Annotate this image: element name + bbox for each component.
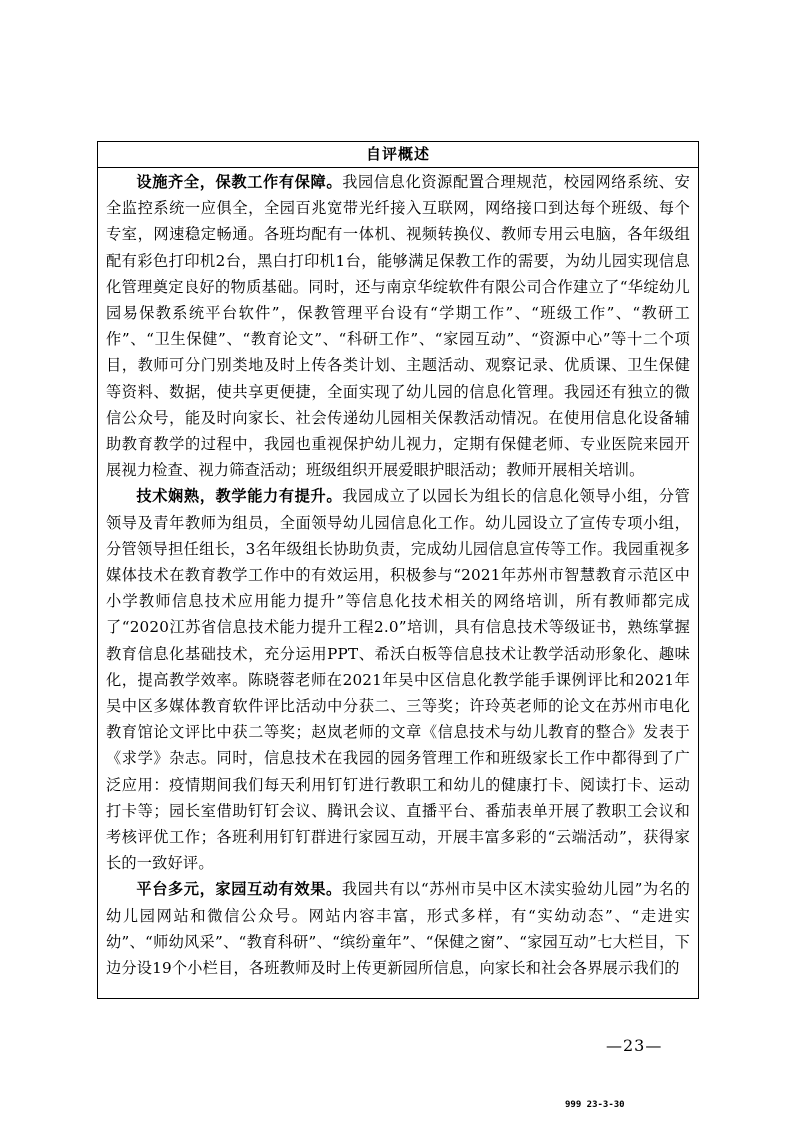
paragraph-heading: 平台多元，家园互动有效果。	[136, 880, 342, 899]
paragraph-platform	[106, 876, 690, 981]
section-body	[98, 168, 698, 981]
paragraph-heading: 设施齐全，保教工作有保障。	[136, 173, 343, 191]
footer-stamp: 999 23-3-30	[565, 1100, 625, 1110]
section-title: 自评概述	[98, 142, 698, 168]
paragraph-heading: 技术娴熟，教学能力有提升。	[136, 487, 343, 506]
paragraph-technology	[106, 483, 690, 876]
paragraph-text: 我园成立了以园长为组长的信息化领导小组，分管领导及青年教师为组员，全面领导幼儿园信息化工作。幼儿园设立了宣传专项小组，分管领导担任组长，3名年级组长协助负责，完成幼儿园信息宣传等工作。我园重视多媒体技术在教育教学工作中的有效运用，积极参与“2021年苏州市智慧教育示范区中小学教师信息技术应用能力提升”等信息化技术相关的网络培训，所有教师都完成了“2020江苏省信息技术能力提升工程2.0”培训，具有信息技术等级证书，熟练掌握教育信息化基础技术，充分运用PPT、希沃白板等信息技术让教学活动形象化、趣味化，提高教学效率。陈晓蓉老师在2021年吴中区信息化教学能手课例评比和2021年吴中区多媒体教育软件评比活动中分获二、三等奖；许玲英老师的论文在苏州市电化教育馆论文评比中获二等奖；赵岚老师的文章《信息技术与幼儿教育的整合》发表于《求学》杂志。同时，信息技术在我园的园务管理工作和班级家长工作中都得到了广泛应用：疫情期间我们每天利用钉钉进行教职工和幼儿的健康打卡、阅读打卡、运动打卡等；园长室借助钉钉会议、腾讯会议、直播平台、番茄表单开展了教职工会议和考核评优工作；各班利用钉钉群进行家园互动，开展丰富多彩的“云端活动”，获得家长的一致好评。	[106, 487, 690, 873]
self-evaluation-table	[97, 141, 699, 999]
paragraph-text: 我园信息化资源配置合理规范，校园网络系统、安全监控系统一应俱全，全园百兆宽带光纤接入互联网，网络接口到达每个班级、每个专室，网速稳定畅通。各班均配有一体机、视频转换仪、教师专用云电脑，各年级组配有彩色打印机2台，黑白打印机1台，能够满足保教工作的需要，为幼儿园实现信息化管理奠定良好的物质基础。同时，还与南京华绽软件有限公司合作建立了“华绽幼儿园易保教系统平台软件”，保教管理平台设有“学期工作”、“班级工作”、“教研工作”、“卫生保健”、“教育论文”、“科研工作”、“家园互动”、“资源中心”等十二个项目，教师可分门别类地及时上传各类计划、主题活动、观察记录、优质课、卫生保健等资料、数据，使共享更便捷，全面实现了幼儿园的信息化管理。我园还有独立的微信公众号，能及时向家长、社会传递幼儿园相关保教活动情况。在使用信息化设备辅助教育教学的过程中，我园也重视保护幼儿视力，定期有保健老师、专业医院来园开展视力检查、视力筛查活动；班级组织开展爱眼护眼活动；教师开展相关培训。	[106, 173, 690, 480]
paragraph-text: 我园共有以“苏州市吴中区木渎实验幼儿园”为名的幼儿园网站和微信公众号。网站内容丰富，形式多样，有“实幼动态”、“走进实幼”、“师幼风采”、“教育科研”、“缤纷童年”、“保健之窗”、“家园互动”七大栏目，下边分设19个小栏目，各班教师及时上传更新园所信息，向家长和社会各界展示我们的	[106, 880, 690, 978]
page-number: —23—	[606, 1036, 663, 1055]
paragraph-facilities	[106, 169, 690, 483]
